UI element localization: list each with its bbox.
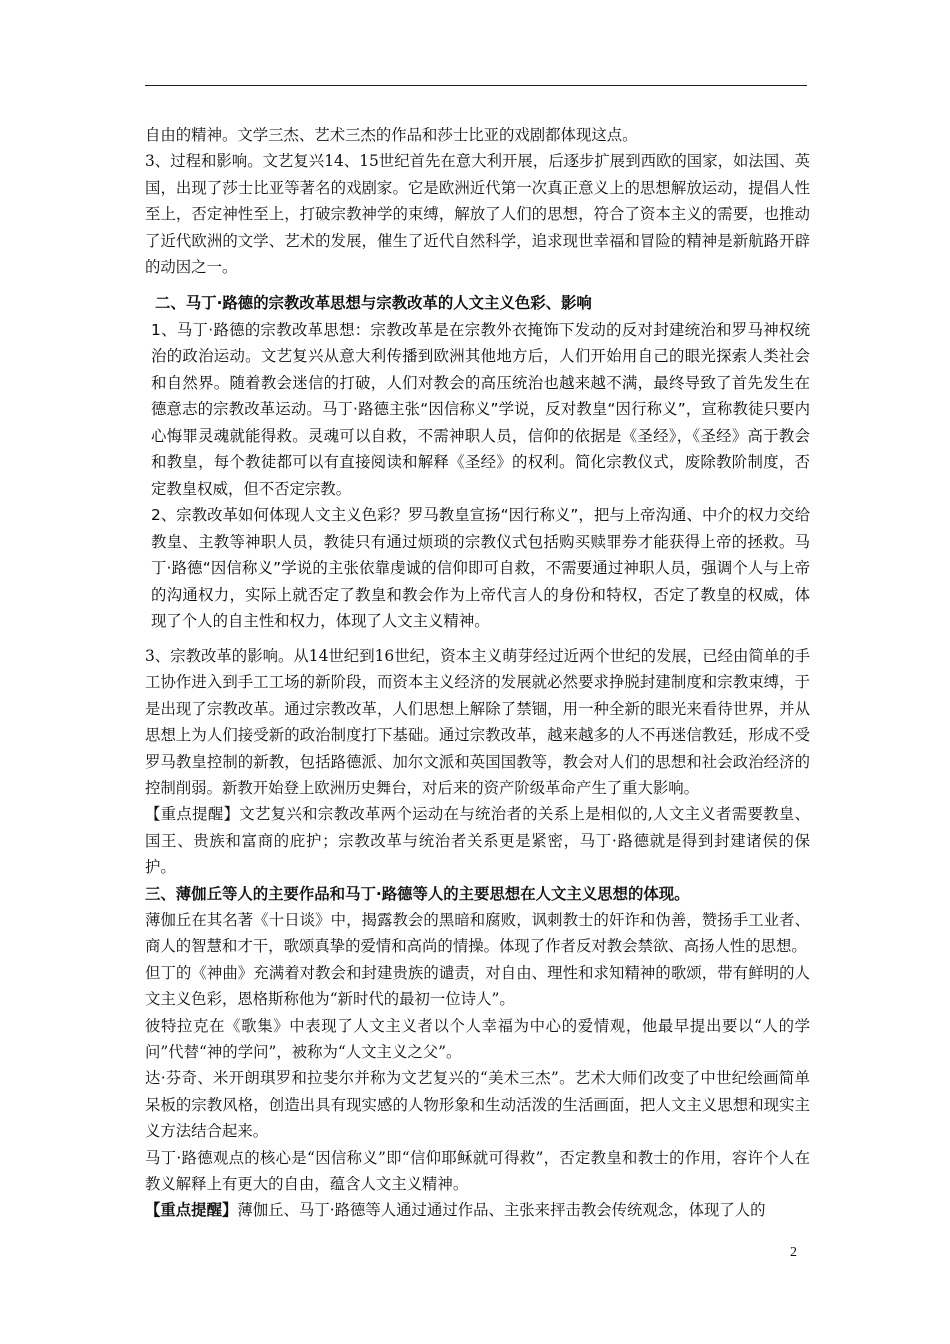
paragraph: 自由的精神。文学三杰、艺术三杰的作品和莎士比亚的戏剧都体现这点。 (145, 126, 638, 144)
section-3-tip (145, 1197, 810, 1223)
section-2-tip: 【重点提醒】文艺复兴和宗教改革两个运动在与统治者的关系上是相似的,人文主义者需要教皇、国王、贵族和富商的庇护；宗教改革与统治者关系更是紧密，马丁·路德就是得到封建诸侯的保护。 (145, 805, 810, 877)
section-2 (145, 290, 810, 635)
section-2-para-2: 2、宗教改革如何体现人文主义色彩？罗马教皇宣扬“因行称义”，把与上帝沟通、中介的权力交给教皇、主教等神职人员，教徒只有通过烦琐的宗教仪式包括购买赎罪券才能获得上帝的拯救。马丁·路德“因信称义”学说的主张依靠虔诚的信仰即可自救，不需要通过神职人员，强调个人与上帝的沟通权力，实际上就否定了教皇和教会作为上帝代言人的身份和特权，否定了教皇的权威，体现了个人的自主性和权力，体现了人文主义精神。 (151, 506, 810, 631)
section-2-para-1: 1、马丁·路德的宗教改革思想：宗教改革是在宗教外衣掩饰下发动的反对封建统治和罗马神权统治的政治运动。文艺复兴从意大利传播到欧洲其他地方后，人们开始用自己的眼光探索人类社会和自然界。随着教会迷信的打破，人们对教会的高压统治也越来越不满，最终导致了首先发生在德意志的宗教改革运动。马丁·路德主张“因信称义”学说，反对教皇“因行称义”，宣称教徒只要内心悔罪灵魂就能得救。灵魂可以自救，不需神职人员，信仰的依据是《圣经》，《圣经》高于教会和教皇，每个教徒都可以有直接阅读和解释《圣经》的权利。简化宗教仪式，废除教阶制度，否定教皇权威，但不否定宗教。 (151, 320, 810, 498)
section-3-para: 薄伽丘在其名著《十日谈》中，揭露教会的黑暗和腐败，讽刺教士的奸诈和伪善，赞扬手工业者、商人的智慧和才干，歌颂真挚的爱情和高尚的情操。体现了作者反对教会禁欲、高扬人性的思想。 (145, 911, 810, 956)
page-number: 2 (790, 1245, 797, 1260)
section-2-para-3: 3、宗教改革的影响。从14世纪到16世纪，资本主义萌芽经过近两个世纪的发展，已经由简单的手工协作进入到手工工场的新阶段，而资本主义经济的发展就必然要求挣脱封建制度和宗教束缚，于是出现了宗教改革。通过宗教改革，人们思想上解除了禁锢，用一种全新的眼光来看待世界，并从思想上为人们接受新的政治制度打下基础。通过宗教改革，越来越多的人不再迷信教廷，形成不受罗马教皇控制的新教，包括路德派、加尔文派和英国国教等，教会对人们的思想和社会政治经济的控制削弱。新教开始登上欧洲历史舞台，对后来的资产阶级革命产生了重大影响。 (145, 646, 810, 797)
section-2-heading: 二、马丁·路德的宗教改革思想与宗教改革的人文主义色彩、影响 (155, 294, 592, 313)
section-3-tip-label: 【重点提醒】 (145, 1201, 238, 1220)
header-rule (145, 85, 807, 86)
section-3-para: 达·芬奇、米开朗琪罗和拉斐尔并称为文艺复兴的“美术三杰”。艺术大师们改变了中世纪绘画简单呆板的宗教风格，创造出具有现实感的人物形象和生动活泼的生活画面，把人文主义思想和现实主义方法结合起来。 (145, 1069, 810, 1141)
section-3-tip-text: 薄伽丘、马丁·路德等人通过通过作品、主张来抨击教会传统观念，体现了人的 (237, 1201, 766, 1220)
paragraph: 3、过程和影响。文艺复兴14、15世纪首先在意大利开展，后逐步扩展到西欧的国家，如法国、英国，出现了莎士比亚等著名的戏剧家。它是欧洲近代第一次真正意义上的思想解放运动，提倡人性至上，否定神性至上，打破宗教神学的束缚，解放了人们的思想，符合了资本主义的需要，也推动了近代欧洲的文学、艺术的发展，催生了近代自然科学，追求现世幸福和冒险的精神是新航路开辟的动因之一。 (145, 152, 810, 277)
document-body (145, 122, 810, 1224)
section-3-para: 彼特拉克在《歌集》中表现了人文主义者以个人幸福为中心的爱情观，他最早提出要以“人的学问”代替“神的学问”，被称为“人文主义之父”。 (145, 1016, 810, 1062)
section-3-para: 马丁·路德观点的核心是“因信称义”即“信仰耶稣就可得救”，否定教皇和教士的作用，容许个人在教义解释上有更大的自由，蕴含人文主义精神。 (145, 1148, 810, 1194)
section-3-para: 但丁的《神曲》充满着对教会和封建贵族的谴责，对自由、理性和求知精神的歌颂，带有鲜明的人文主义色彩，恩格斯称他为“新时代的最初一位诗人”。 (145, 963, 810, 1009)
section-3-heading: 三、薄伽丘等人的主要作品和马丁·路德等人的主要思想在人文主义思想的体现。 (145, 884, 690, 903)
